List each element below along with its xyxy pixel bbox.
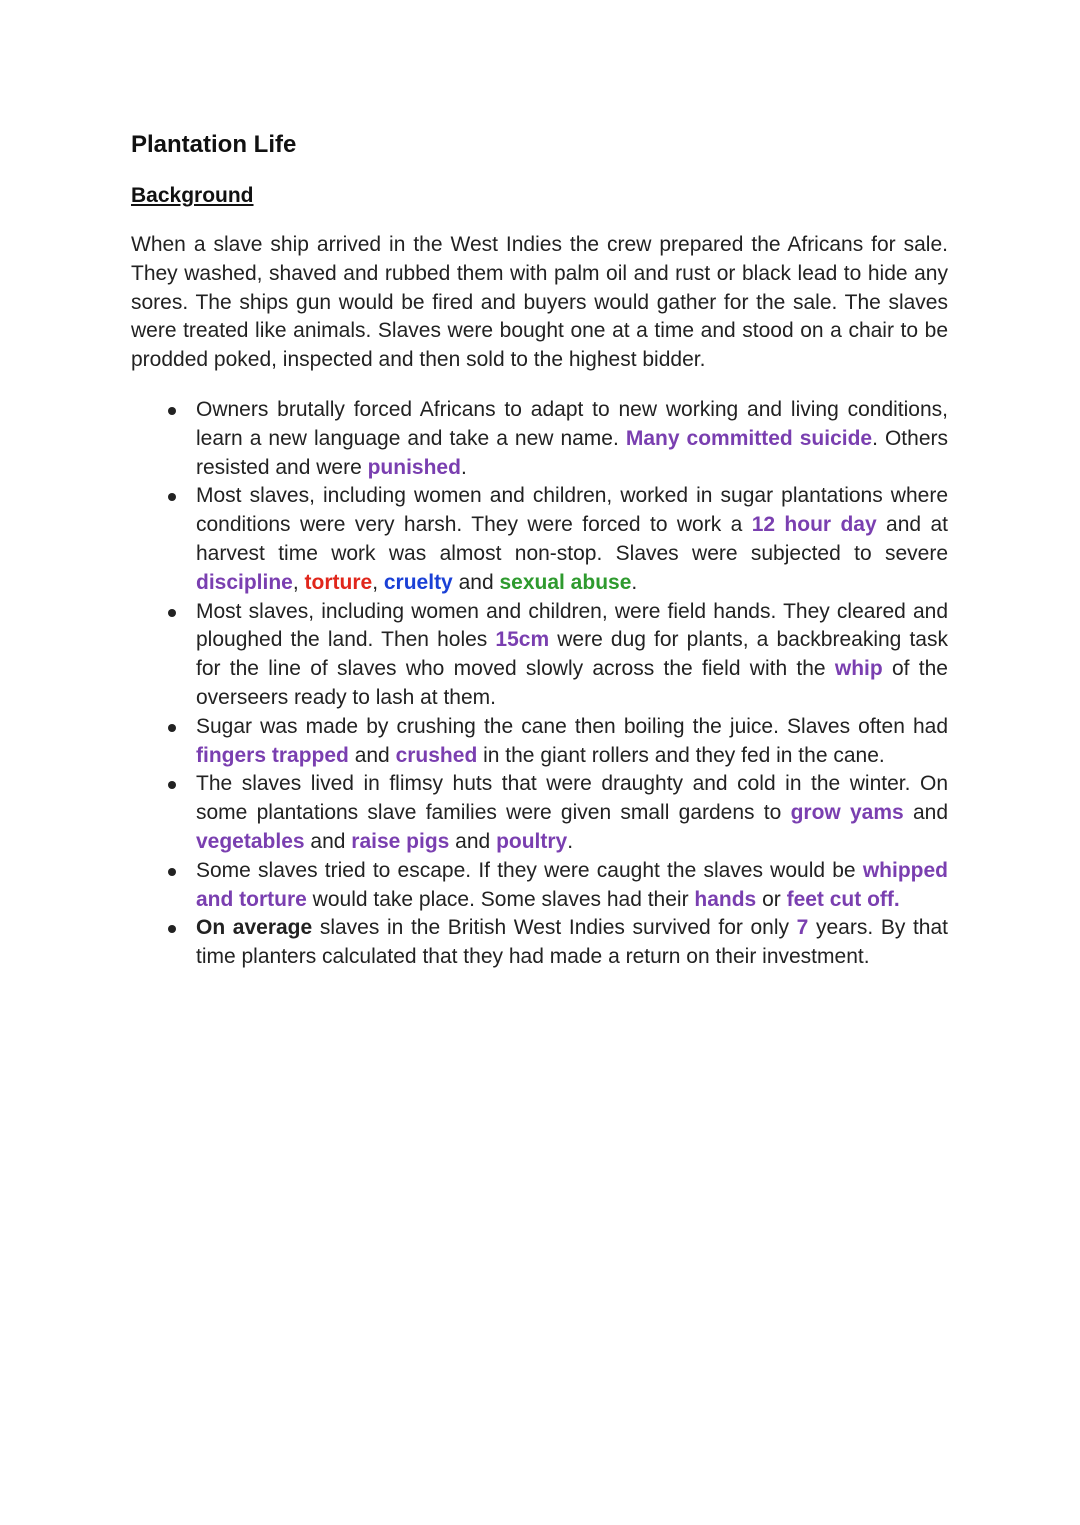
bullet-list	[131, 396, 948, 972]
highlighted-text: hands	[694, 887, 757, 911]
bullet-dot-icon	[168, 493, 176, 501]
bullet-text: and	[304, 829, 352, 853]
bullet-dot-icon	[168, 925, 176, 933]
highlighted-text: crushed	[395, 743, 478, 767]
bullet-item	[131, 598, 948, 713]
bullet-text: .	[631, 570, 638, 594]
bullet-text: ,	[292, 570, 305, 594]
bullet-text: years. By that time planters calculated that they had made a return on their investment.	[196, 916, 948, 969]
bullet-item	[131, 770, 948, 856]
highlighted-text: torture	[304, 570, 373, 594]
bullet-dot-icon	[168, 781, 176, 789]
highlighted-text: sexual abuse	[499, 570, 632, 594]
highlighted-text: punished	[367, 455, 461, 479]
bullet-text: .	[567, 829, 574, 853]
bullet-item	[131, 914, 948, 972]
bullet-item	[131, 857, 948, 915]
bullet-text: and	[903, 801, 948, 825]
bullet-text: Sugar was made by crushing the cane then boiling the juice. Slaves often had	[196, 714, 948, 738]
bullet-text: Most slaves, including women and children, were field hands. They cleared and ploughed the land. Then holes	[196, 599, 948, 652]
bullet-text: slaves in the British West Indies survived for only	[312, 916, 797, 940]
bullet-text: Some slaves tried to escape. If they were caught the slaves would be	[196, 858, 863, 882]
bullet-text: and	[348, 743, 396, 767]
bullet-text: . Others resisted and were	[196, 426, 948, 479]
bullet-dot-icon	[168, 407, 176, 415]
bullet-text: or	[756, 887, 787, 911]
highlighted-text: 15cm	[495, 628, 550, 652]
highlighted-text: On average	[196, 916, 313, 940]
bullet-text: and	[449, 829, 497, 853]
bullet-text: .	[460, 455, 467, 479]
bullet-item	[131, 713, 948, 771]
highlighted-text: grow yams	[790, 801, 904, 825]
document-page	[131, 128, 948, 972]
bullet-item	[131, 482, 948, 597]
highlighted-text: discipline	[196, 570, 293, 594]
section-heading-background: Background	[131, 184, 254, 207]
highlighted-text: fingers trapped	[196, 743, 349, 767]
bullet-dot-icon	[168, 724, 176, 732]
highlighted-text: 7	[796, 916, 809, 940]
highlighted-text: 12 hour day	[751, 513, 877, 537]
bullet-text: Owners brutally forced Africans to adapt to new working and living conditions, learn a new language and take a new name.	[196, 397, 948, 450]
highlighted-text: whip	[834, 657, 883, 681]
bullet-text: Most slaves, including women and children, worked in sugar plantations where conditions were very harsh. They were forced to work a	[196, 484, 948, 537]
bullet-text: and at harvest time work was almost non-stop. Slaves were subjected to severe	[196, 513, 948, 565]
highlighted-text: feet cut off.	[786, 887, 900, 911]
highlighted-text: vegetables	[196, 829, 305, 853]
intro-paragraph: When a slave ship arrived in the West Indies the crew prepared the Africans for sale. They washed, shaved and rubbed them with palm oil and rust or black lead to hide any sores. The ships gun would be fired and buyers would gather for the sale. The slaves were treated like animals. Slaves were bought one at a time and stood on a chair to be prodded poked, inspected and then sold to the highest bidder.	[131, 233, 948, 372]
bullet-dot-icon	[168, 609, 176, 617]
bullet-text: and	[452, 570, 500, 594]
bullet-text: The slaves lived in flimsy huts that were draughty and cold in the winter. On some plantations slave families were given small gardens to	[196, 772, 948, 825]
page-title: Plantation Life	[131, 131, 297, 158]
bullet-dot-icon	[168, 868, 176, 876]
highlighted-text: raise pigs	[351, 829, 450, 853]
bullet-item	[131, 396, 948, 482]
highlighted-text: poultry	[496, 829, 568, 853]
highlighted-text: Many committed suicide	[625, 426, 873, 450]
bullet-text: in the giant rollers and they fed in the cane.	[477, 743, 885, 767]
bullet-text: would take place. Some slaves had their	[306, 887, 695, 911]
bullet-text: were dug for plants, a backbreaking task for the line of slaves who moved slowly across the field with the	[196, 628, 948, 681]
highlighted-text: cruelty	[383, 570, 453, 594]
bullet-text: of the overseers ready to lash at them.	[196, 657, 948, 709]
highlighted-text: whipped and torture	[196, 858, 948, 911]
bullet-text: ,	[372, 570, 384, 594]
